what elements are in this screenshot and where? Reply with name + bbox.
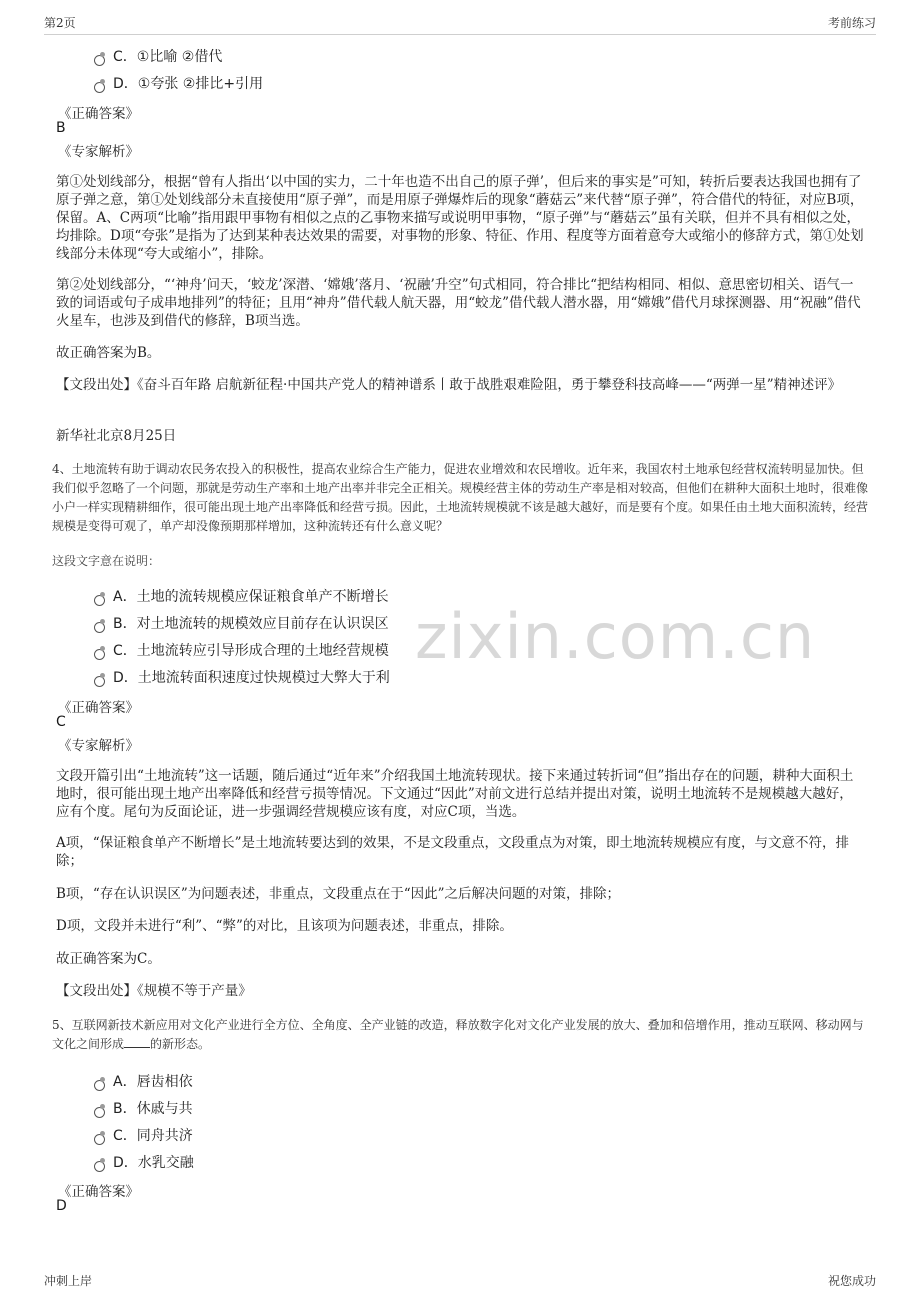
- q4-answer-label: 《正确答案》: [58, 700, 139, 716]
- q5-option-a[interactable]: A．唇齿相依: [94, 1071, 193, 1091]
- q3-answer: B: [56, 120, 66, 136]
- q4-option-d[interactable]: D．土地流转面积速度过快规模过大弊大于利: [94, 667, 390, 687]
- q4-option-b[interactable]: B．对土地流转的规模效应目前存在认识误区: [94, 613, 389, 633]
- q4-stem: 4、土地流转有助于调动农民务农投入的积极性，提高农业综合生产能力，促进农业增效和农民增收。近年来，我国农村土地承包经营权流转明显加快。但我们似乎忽略了一个问题，那就是劳动生产率和土地产出率并非完全正相关。规模经营主体的劳动生产率是相对较高，但他们在耕种大面积土地时，很难像小户一样实现精耕细作，很可能出现土地产出率降低和经营亏损。因此，土地流转规模就不该是越大越好，而是要有个度。如果任由土地大面积流转，经营规模是变得可观了，单产却没像预期那样增加，这种流转还有什么意义呢？: [52, 462, 869, 533]
- q3-conclusion: 故正确答案为B。: [56, 345, 161, 361]
- q3-option-d[interactable]: D．①夸张 ②排比+引用: [94, 73, 263, 93]
- q5-option-c[interactable]: C．同舟共济: [94, 1125, 193, 1145]
- radio-icon[interactable]: [94, 1080, 105, 1091]
- radio-icon[interactable]: [94, 82, 105, 93]
- q3-source: 【文段出处】《奋斗百年路 启航新征程·中国共产党人的精神谱系丨敢于战胜艰难险阻，勇于攀登科技高峰——“两弹一星”精神述评》: [56, 377, 842, 393]
- page-header: [44, 14, 876, 35]
- q3-option-c[interactable]: C．①比喻 ②借代: [94, 46, 222, 66]
- q5-stem: 5、互联网新技术新应用对文化产业进行全方位、全角度、全产业链的改造，释放数字化对文化产业发展的放大、叠加和倍增作用，推动互联网、移动网与文化之间形成 的新形态。: [52, 1018, 864, 1051]
- footer-left-text: 冲刺上岸: [44, 1274, 93, 1288]
- q4-answer: C: [56, 714, 66, 730]
- radio-icon[interactable]: [94, 649, 105, 660]
- page-number: 第2页: [44, 16, 76, 30]
- q4-option-a[interactable]: A．土地的流转规模应保证粮食单产不断增长: [94, 586, 389, 606]
- fill-blank: [124, 1047, 150, 1048]
- q3-analysis-label: 《专家解析》: [58, 144, 139, 160]
- q4-source: 【文段出处】《规模不等于产量》: [56, 983, 252, 999]
- q4-analysis-b: B项，“存在认识误区”为问题表述，非重点，文段重点在于“因此”之后解决问题的对策，排除；: [56, 886, 621, 902]
- q4-analysis-label: 《专家解析》: [58, 738, 139, 754]
- radio-icon[interactable]: [94, 55, 105, 66]
- q3-source-date: 新华社北京8月25日: [56, 428, 177, 444]
- radio-icon[interactable]: [94, 1134, 105, 1145]
- radio-icon[interactable]: [94, 1161, 105, 1172]
- q4-conclusion: 故正确答案为C。: [56, 951, 161, 967]
- footer-right-text: 祝您成功: [827, 1274, 876, 1288]
- watermark: zixin.com.cn: [415, 600, 816, 673]
- q5-option-b[interactable]: B．休戚与共: [94, 1098, 193, 1118]
- q3-analysis-p2: 第②处划线部分，“‘神舟’问天，‘蛟龙’深潜、‘嫦娥’落月、‘祝融’升空”句式相同，符合排比“把结构相同、相似、意思密切相关、语气一致的词语或句子成串地排列”的特征；且用“神舟”借代载人航天器，用“蛟龙”借代载人潜水器，用“嫦娥”借代月球探测器、用“祝融”借代火星车，也涉及到借代的修辞，B项当选。: [56, 277, 861, 329]
- q3-analysis-p1: 第①处划线部分，根据“曾有人指出‘以中国的实力，二十年也造不出自己的原子弹’，但后来的事实是”可知，转折后要表达我国也拥有了原子弹之意，第①处划线部分未直接使用“原子弹”，而是用原子弹爆炸后的现象“蘑菇云”来代替“原子弹”，符合借代的特征，对应B项，保留。A、C两项“比喻”指用跟甲事物有相似之点的乙事物来描写或说明甲事物，“原子弹”与“蘑菇云”虽有关联，但并不具有相似之处，均排除。D项“夸张”是指为了达到某种表达效果的需要，对事物的形象、特征、作用、程度等方面着意夸大或缩小的修辞方式，第①处划线部分未体现“夸大或缩小”，排除。: [56, 174, 864, 262]
- q5-option-d[interactable]: D．水乳交融: [94, 1152, 194, 1172]
- q4-analysis-a: A项，“保证粮食单产不断增长”是土地流转要达到的效果，不是文段重点，文段重点为对策，即土地流转规模应有度，与文意不符，排除；: [56, 835, 850, 869]
- radio-icon[interactable]: [94, 595, 105, 606]
- header-title: 考前练习: [827, 16, 876, 30]
- q4-question: 这段文字意在说明：: [52, 554, 161, 568]
- q4-analysis-p1: 文段开篇引出“土地流转”这一话题，随后通过“近年来”介绍我国土地流转现状。接下来通过转折词“但”指出存在的问题，耕种大面积土地时，很可能出现土地产出率降低和经营亏损等情况。下文通过“因此”对前文进行总结并提出对策，说明土地流转不是规模越大越好，应有个度。尾句为反面论证，进一步强调经营规模应该有度，对应C项，当选。: [56, 768, 854, 820]
- q3-answer-label: 《正确答案》: [58, 106, 139, 122]
- q4-analysis-d: D项，文段并未进行“利”、“弊”的对比，且该项为问题表述，非重点，排除。: [56, 918, 513, 934]
- radio-icon[interactable]: [94, 676, 105, 687]
- radio-icon[interactable]: [94, 1107, 105, 1118]
- q5-answer: D: [56, 1198, 67, 1214]
- radio-icon[interactable]: [94, 622, 105, 633]
- q4-option-c[interactable]: C．土地流转应引导形成合理的土地经营规模: [94, 640, 389, 660]
- q5-answer-label: 《正确答案》: [58, 1184, 139, 1200]
